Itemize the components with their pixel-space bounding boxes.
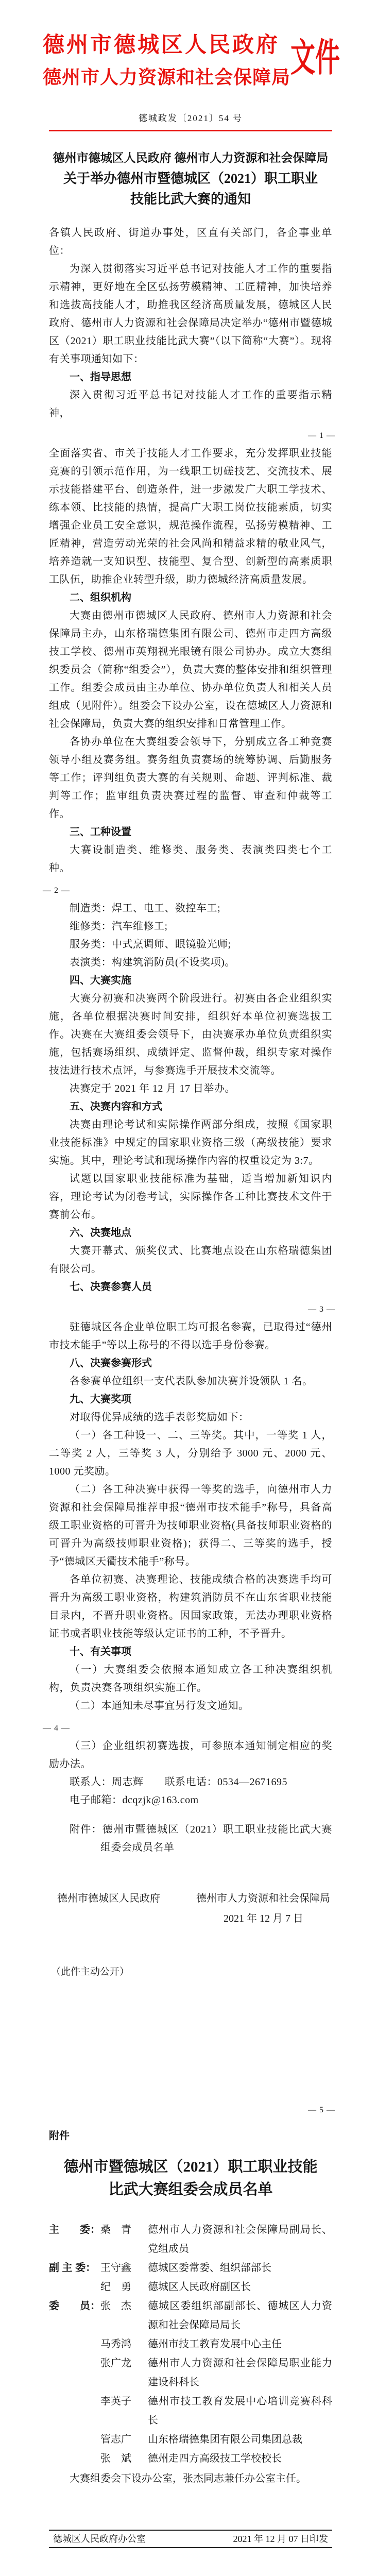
paragraph: （三）企业组织初赛选拔，可参照本通知制定相应的奖励办法。	[49, 1740, 332, 1770]
member-title: 德州走四方高级技工学校校长	[148, 2453, 282, 2464]
attachment-label: 附件	[49, 2130, 70, 2142]
member-role	[49, 2278, 100, 2297]
page-number: — 3 —	[308, 1305, 335, 1314]
committee-member-row	[49, 2221, 332, 2259]
section-heading: 五、决赛内容和方式	[70, 1101, 162, 1112]
committee-member-row	[49, 2278, 332, 2297]
document-title-line: 关于举办德州市暨德城区（2021）职工职业	[63, 171, 318, 186]
document-title-line: 技能比武大赛的通知	[130, 192, 251, 207]
document-title-line: 德州市德城区人民政府 德州市人力资源和社会保障局	[53, 151, 329, 164]
paragraph: 各单位初赛、决赛理论、技能成绩合格的决赛选手均可晋升为高级工职业资格，构建筑消防员不在山东省职业技能目录内，不晋升职业资格。因国家政策，无法办理职业资格证书或者职业技能等级认定证书的工种，不予晋升。	[49, 1574, 332, 1639]
section-heading: 十、有关事项	[70, 1646, 131, 1657]
blank-area	[49, 1978, 332, 2102]
member-role	[49, 2335, 100, 2354]
paragraph: 大赛分初赛和决赛两个阶段进行。初赛由各企业组织实施，各单位根据决赛时间安排，组织好本单位初赛选拔工作。决赛在大赛组委会领导下，由决赛承办单位负责组织实施，包括赛场组织、成绩评定、监督仲裁，组织专家对操作技法进行技术点评，与参赛选手开展技术交流等。	[49, 993, 332, 1076]
member-role	[49, 2354, 100, 2392]
paragraph: 大赛设制造类、维修类、服务类、表演类四类七个工种。	[49, 844, 332, 874]
paragraph: 大赛由德州市德城区人民政府、德州市人力资源和社会保障局主办，山东格瑞德集团有限公司、德州市走四方高级技工学校、德州市英翔视光眼镜有限公司协办。成立大赛组织委员会（简称“组委会”），负责大赛的整体安排和组织管理工作。组委会成员由主办单位、协办单位负责人和相关人员组成（见附件）。组委会下设办公室，设在德城区人力资源和社会保障局，负责大赛的组织安排和日常管理工作。	[49, 610, 332, 730]
attachment-title	[49, 2156, 332, 2201]
signature-date: 2021 年 12 月 7 日	[224, 1913, 303, 1924]
publicity-note: （此件主动公开）	[51, 1967, 130, 1977]
paragraph: （一）大赛组委会依照本通知成立各工种决赛组织机构，负责决赛各项组织实施工作。	[49, 1664, 332, 1693]
page-number: — 2 —	[43, 886, 70, 895]
paragraph: 联系人：周志辉 联系电话：0534—2671695	[70, 1776, 287, 1788]
section-heading: 六、决赛地点	[70, 1227, 131, 1239]
member-title: 德城区人民政府副区长	[148, 2281, 251, 2293]
attachment-title-line: 德州市暨德城区（2021）职工职业技能	[63, 2159, 318, 2175]
paragraph: 为深入贯彻落实习近平总书记对技能人才工作的重要指示精神，更好地在全区弘扬劳模精神、工匠精神，加快培养和选拔高技能人才，助推我区经济高质量发展，德城区人民政府、德州市人力资源和社会保障局决定举办“德州市暨德城区（2021）职工职业技能比武大赛”（以下简称“大赛”）。现将有关事项通知如下：	[49, 263, 332, 365]
paragraph: 驻德城区各企业单位职工均可报名参赛，已取得过“德州市技术能手”等以上称号的不得以选手身份参赛。	[49, 1321, 332, 1351]
paragraph: 各参赛单位组织一支代表队参加决赛并设领队 1 名。	[70, 1376, 313, 1387]
member-name: 桑 青	[100, 2224, 131, 2235]
member-role	[49, 2392, 100, 2430]
member-role: 委 员：	[49, 2300, 100, 2312]
document-title	[49, 148, 332, 210]
member-title: 德城区委组织部副部长、德城区人力资源和社会保障局局长	[148, 2300, 332, 2331]
paragraph: 深入贯彻习近平总书记对技能人才工作的重要指示精神，	[49, 389, 332, 419]
member-role	[49, 2430, 100, 2449]
attachment-title-line: 比武大赛组委会成员名单	[108, 2181, 273, 2198]
paragraph: 试题以国家职业技能标准为基础，适当增加新知识内容，理论考试为闭卷考试，实际操作各工种比赛技术文件于赛前公布。	[49, 1173, 332, 1221]
member-title: 德州市人力资源和社会保障局职业能力建设科科长	[148, 2358, 332, 2388]
paragraph: 决赛定于 2021 年 12 月 17 日举办。	[70, 1083, 235, 1094]
paragraph: 制造类：焊工、电工、数控车工;	[70, 903, 221, 914]
member-name: 张 斌	[100, 2453, 131, 2464]
paragraph: 各协办单位在大赛组委会领导下，分别成立各工种竞赛领导小组及赛务组。赛务组负责赛场的统筹协调、后勤服务等工作；评判组负责大赛的有关规则、命题、评判标准、裁判等工作；监审组负责决赛过程的监督、审查和仲裁等工作。	[49, 736, 332, 820]
section-heading: 二、组织机构	[70, 592, 131, 603]
signature-org-left: 德州市德城区人民政府	[57, 1893, 160, 1904]
committee-member-row	[49, 2335, 332, 2354]
page-number: — 5 —	[308, 2106, 335, 2114]
red-divider	[49, 130, 332, 131]
member-title: 德州市技工教育发展中心主任	[148, 2338, 282, 2350]
committee-member-row	[49, 2392, 332, 2430]
print-footer	[49, 2530, 332, 2548]
paragraph: 对取得优异成绩的选手表彰奖励如下：	[70, 1412, 249, 1423]
issuer-name-line1: 德州市德城区人民政府	[43, 33, 280, 57]
paragraph: 大赛开幕式、颁奖仪式、比赛地点设在山东格瑞德集团有限公司。	[49, 1245, 332, 1275]
signature-org-right: 德州市人力资源和社会保障局	[196, 1893, 330, 1904]
paragraph: 决赛由理论考试和实际操作两部分组成，按照《国家职业技能标准》中规定的国家职业资格三级（高级技能）要求实施。其中，理论考试和现场操作内容的权重设定为 3:7。	[49, 1119, 332, 1166]
member-name: 马秀鸿	[100, 2338, 131, 2350]
member-name: 李英子	[100, 2396, 131, 2407]
attachment-note: 附件：德州市暨德城区（2021）职工职业技能比武大赛组委会成员名单	[70, 1824, 332, 1853]
print-office: 德城区人民政府办公室	[53, 2534, 146, 2544]
committee-member-row	[49, 2449, 332, 2468]
member-role: 主 委：	[49, 2224, 100, 2235]
member-role: 副 主 委：	[49, 2262, 96, 2274]
paragraph: 全面落实省、市关于技能人才工作要求，充分发挥职业技能竞赛的引领示范作用，为一线职工切磋技艺、交流技术、展示技能搭建平台、创造条件，进一步激发广大职工学技术、练本领、比技能的热情，提高广大职工岗位技能素质，切实增强企业员工安全意识，规范操作流程，弘扬劳模精神、工匠精神，营造劳动光荣的社会风尚和精益求精的敬业风气，培养造就一支知识型、技能型、复合型、创新型的高素质职工队伍，助推企业转型升级，助力德城经济高质量发展。	[49, 448, 332, 585]
salutation: 各镇人民政府、街道办事处，区直有关部门，各企事业单位：	[49, 227, 332, 257]
section-heading: 九、大赛奖项	[70, 1394, 131, 1405]
member-title: 山东格瑞德集团有限公司集团总裁	[148, 2434, 302, 2445]
paragraph: 表演类：构建筑消防员(不设奖项)。	[70, 957, 235, 968]
paragraph: （二）各工种决赛中获得一等奖的选手，向德州市人力资源和社会保障局推荐申报“德州市技术能手”称号，具备高级工职业资格的可晋升为技师职业资格(具备技师职业资格的可晋升为高级技师职业资格)；获得二、三等奖的选手，授予“德城区天衢技术能手”称号。	[49, 1484, 332, 1567]
member-title: 德城区委常委、组织部部长	[148, 2262, 271, 2274]
page-number: — 1 —	[308, 431, 335, 440]
issuer-names	[43, 28, 290, 89]
section-heading: 三、工种设置	[70, 826, 131, 838]
paragraph: （二）本通知未尽事宜另行发文通知。	[70, 1700, 249, 1711]
section-heading: 四、大赛实施	[70, 975, 131, 986]
member-name: 王守鑫	[100, 2262, 131, 2274]
print-date: 2021 年 12 月 07 日印发	[233, 2534, 328, 2544]
member-title: 德州市人力资源和社会保障局副局长、党组成员	[148, 2224, 332, 2255]
member-name: 管志广	[100, 2434, 131, 2445]
signature-block	[49, 1890, 332, 1905]
office-note: 大赛组委会下设办公室，张杰同志兼任办公室主任。	[70, 2473, 306, 2484]
section-heading: 八、决赛参赛形式	[70, 1358, 152, 1369]
document-body	[43, 224, 335, 1857]
issuer-name-line2: 德州市人力资源和社会保障局	[43, 67, 291, 88]
member-name: 张 杰	[100, 2300, 131, 2312]
member-title: 德州市技工教育发展中心培训竞赛科科长	[148, 2396, 332, 2426]
section-heading: 七、决赛参赛人员	[70, 1281, 152, 1293]
paragraph: 电子邮箱：dcqzjk@163.com	[70, 1794, 199, 1806]
letterhead	[43, 28, 338, 89]
member-name: 纪 勇	[100, 2281, 131, 2293]
page-number: — 4 —	[43, 1724, 70, 1733]
document-number: 德城政发〔2021〕54 号	[138, 113, 243, 123]
committee-list	[49, 2221, 332, 2468]
member-role	[49, 2449, 100, 2468]
document-type-label: 文件	[290, 37, 340, 79]
paragraph: （一）各工种设一、二、三等奖。其中，一等奖 1 人，二等奖 2 人，三等奖 3 人，分别给予 3000 元、2000 元、1000 元奖励。	[49, 1430, 332, 1477]
committee-member-row	[49, 2297, 332, 2335]
paragraph: 维修类：汽车维修工;	[70, 921, 168, 932]
section-heading: 一、指导思想	[70, 371, 131, 383]
committee-member-row	[49, 2259, 332, 2278]
member-name: 张广龙	[100, 2358, 131, 2369]
committee-member-row	[49, 2354, 332, 2392]
committee-member-row	[49, 2430, 332, 2449]
paragraph: 服务类：中式烹调师、眼镜验光师;	[70, 939, 231, 950]
